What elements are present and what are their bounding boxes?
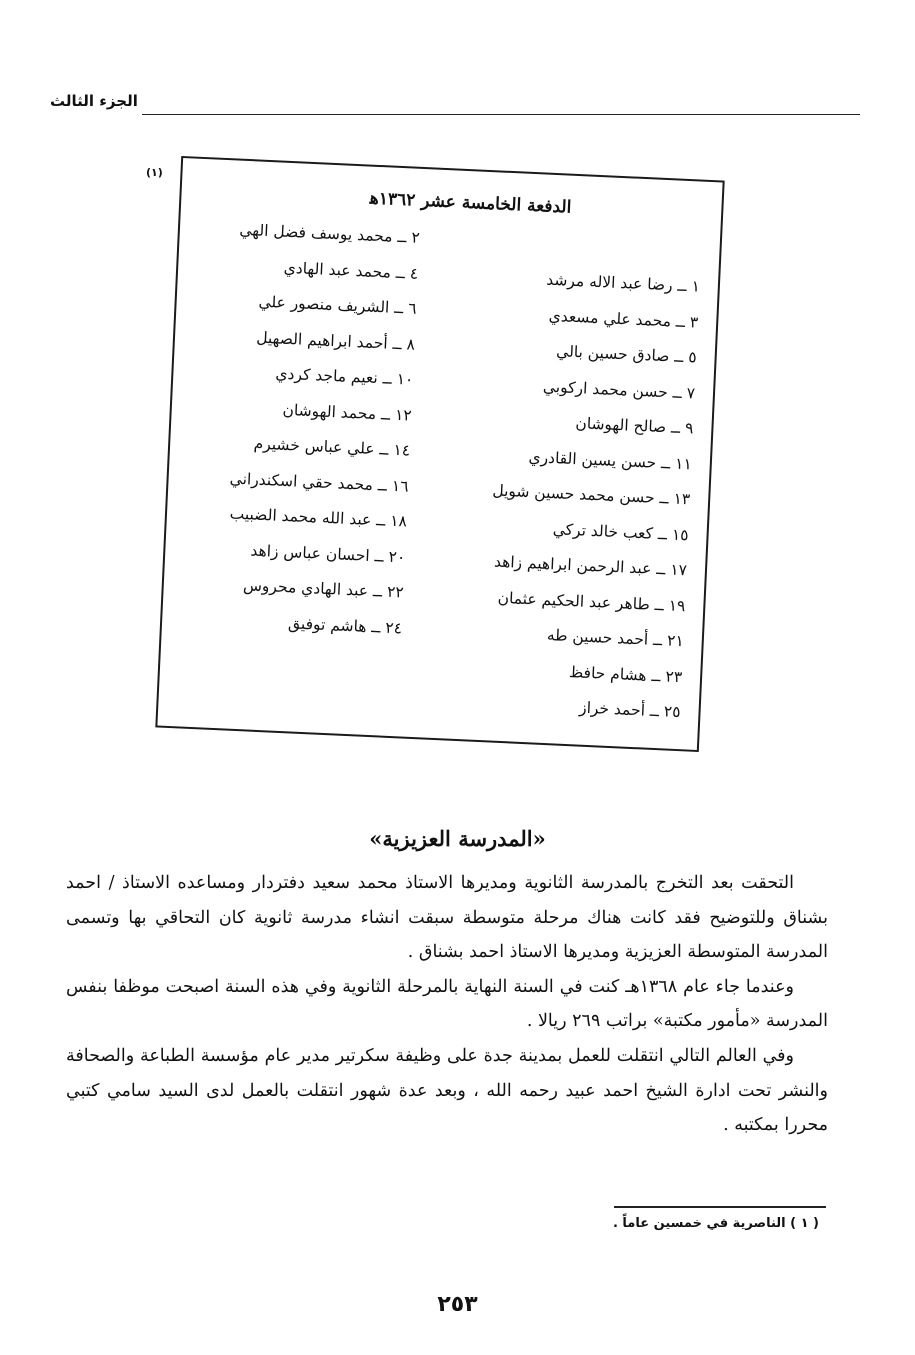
roster-right-column — [430, 258, 701, 730]
roster-entry: ٣ ــ محمد علي مسعدي — [548, 306, 699, 332]
roster-entry: ٦ ــ الشريف منصور علي — [258, 292, 417, 318]
roster-entry: ٢٢ ــ عبد الهادي محروس — [242, 576, 405, 602]
roster-entry: ٢٤ ــ هاشم توفيق — [287, 613, 403, 637]
running-header — [50, 92, 860, 116]
page-number: ٢٥٣ — [437, 1292, 478, 1317]
roster-entry: ٧ ــ حسن محمد اركوبي — [542, 377, 696, 402]
paragraph: وفي العالم التالي انتقلت للعمل بمدينة جدة على وظيفة سكرتير مدير عام مؤسسة الطباعة والصحافة والنشر تحت ادارة الشيخ احمد عبيد رحمه الله ، وبعد عدة شهور انتقلت بالعمل لدى السيد سامي كتبي محررا بمكتبه . — [66, 1045, 828, 1136]
paragraph: التحقت بعد التخرج بالمدرسة الثانوية ومديرها الاستاذ محمد سعيد دفتردار ومساعده الاستاذ / احمد بشناق وللتوضيح فقد كانت هناك مرحلة متوسطة سبقت انشاء مدرسة ثانوية كان التحاقي بها وتسمى المدرسة المتوسطة العزيزية ومديرها الاستاذ احمد بشناق . — [66, 873, 828, 963]
roster-entry: ٢٣ ــ هشام حافظ — [568, 662, 683, 686]
footnote-rule — [614, 1206, 826, 1208]
roster-entry: ١ ــ رضا عبد الاله مرشد — [545, 270, 701, 296]
roster-entry: ٤ ــ محمد عبد الهادي — [283, 258, 419, 283]
body-text — [66, 866, 828, 1143]
section-heading: «المدرسة العزيزية» — [369, 826, 546, 851]
roster-entry: ١٠ ــ نعيم ماجد كردي — [275, 364, 414, 389]
roster-left-column — [166, 210, 420, 646]
roster-entry: ١٧ ــ عبد الرحمن ابراهيم زاهد — [493, 552, 688, 580]
footnote: ( ١ ) الناصرية في خمسين عاماً . — [612, 1216, 819, 1231]
roster-entry: ١٤ ــ علي عباس خشيرم — [253, 434, 411, 460]
roster-entry: ١٥ ــ كعب خالد تركي — [552, 519, 689, 544]
roster-entry: ٢ ــ محمد يوسف فضل الهي — [239, 220, 421, 247]
roster-entry: ٩ ــ صالح الهوشان — [575, 414, 694, 438]
roster-entry: ٥ ــ صادق حسين بالي — [555, 342, 698, 367]
roster-card — [155, 156, 724, 752]
card-footnote-marker: (١) — [146, 166, 163, 179]
roster-entry: ٨ ــ أحمد ابراهيم الصهيل — [255, 328, 416, 354]
running-header-title: الجزء الثالث — [50, 92, 138, 110]
paragraph: وعندما جاء عام ١٣٦٨هـ كنت في السنة النهاية بالمرحلة الثانوية وفي هذه السنة اصبحت موظفا بنفس المدرسة «مأمور مكتبة» براتب ٢٦٩ ريالا . — [66, 976, 828, 1032]
roster-entry: ٢٠ ــ احسان عباس زاهد — [250, 541, 406, 567]
roster-entry: ١٦ ــ محمد حقي اسكندراني — [229, 468, 409, 496]
roster-entry: ٢١ ــ أحمد حسين طه — [546, 626, 685, 651]
roster-entry: ١٨ ــ عبد الله محمد الضبيب — [229, 504, 408, 531]
roster-entry: ١٩ ــ طاهر عبد الحكيم عثمان — [497, 588, 686, 615]
card-title: الدفعة الخامسة عشر ١٣٦٢ﻫ — [369, 188, 572, 218]
roster-entry: ١٣ ــ حسن محمد حسين شويل — [492, 481, 691, 509]
roster-entry: ١٢ ــ محمد الهوشان — [282, 400, 413, 425]
roster-entry: ٢٥ ــ أحمد خراز — [578, 698, 681, 722]
roster-entry: ١١ ــ حسن يسين القادري — [528, 447, 693, 473]
header-rule — [142, 114, 860, 115]
